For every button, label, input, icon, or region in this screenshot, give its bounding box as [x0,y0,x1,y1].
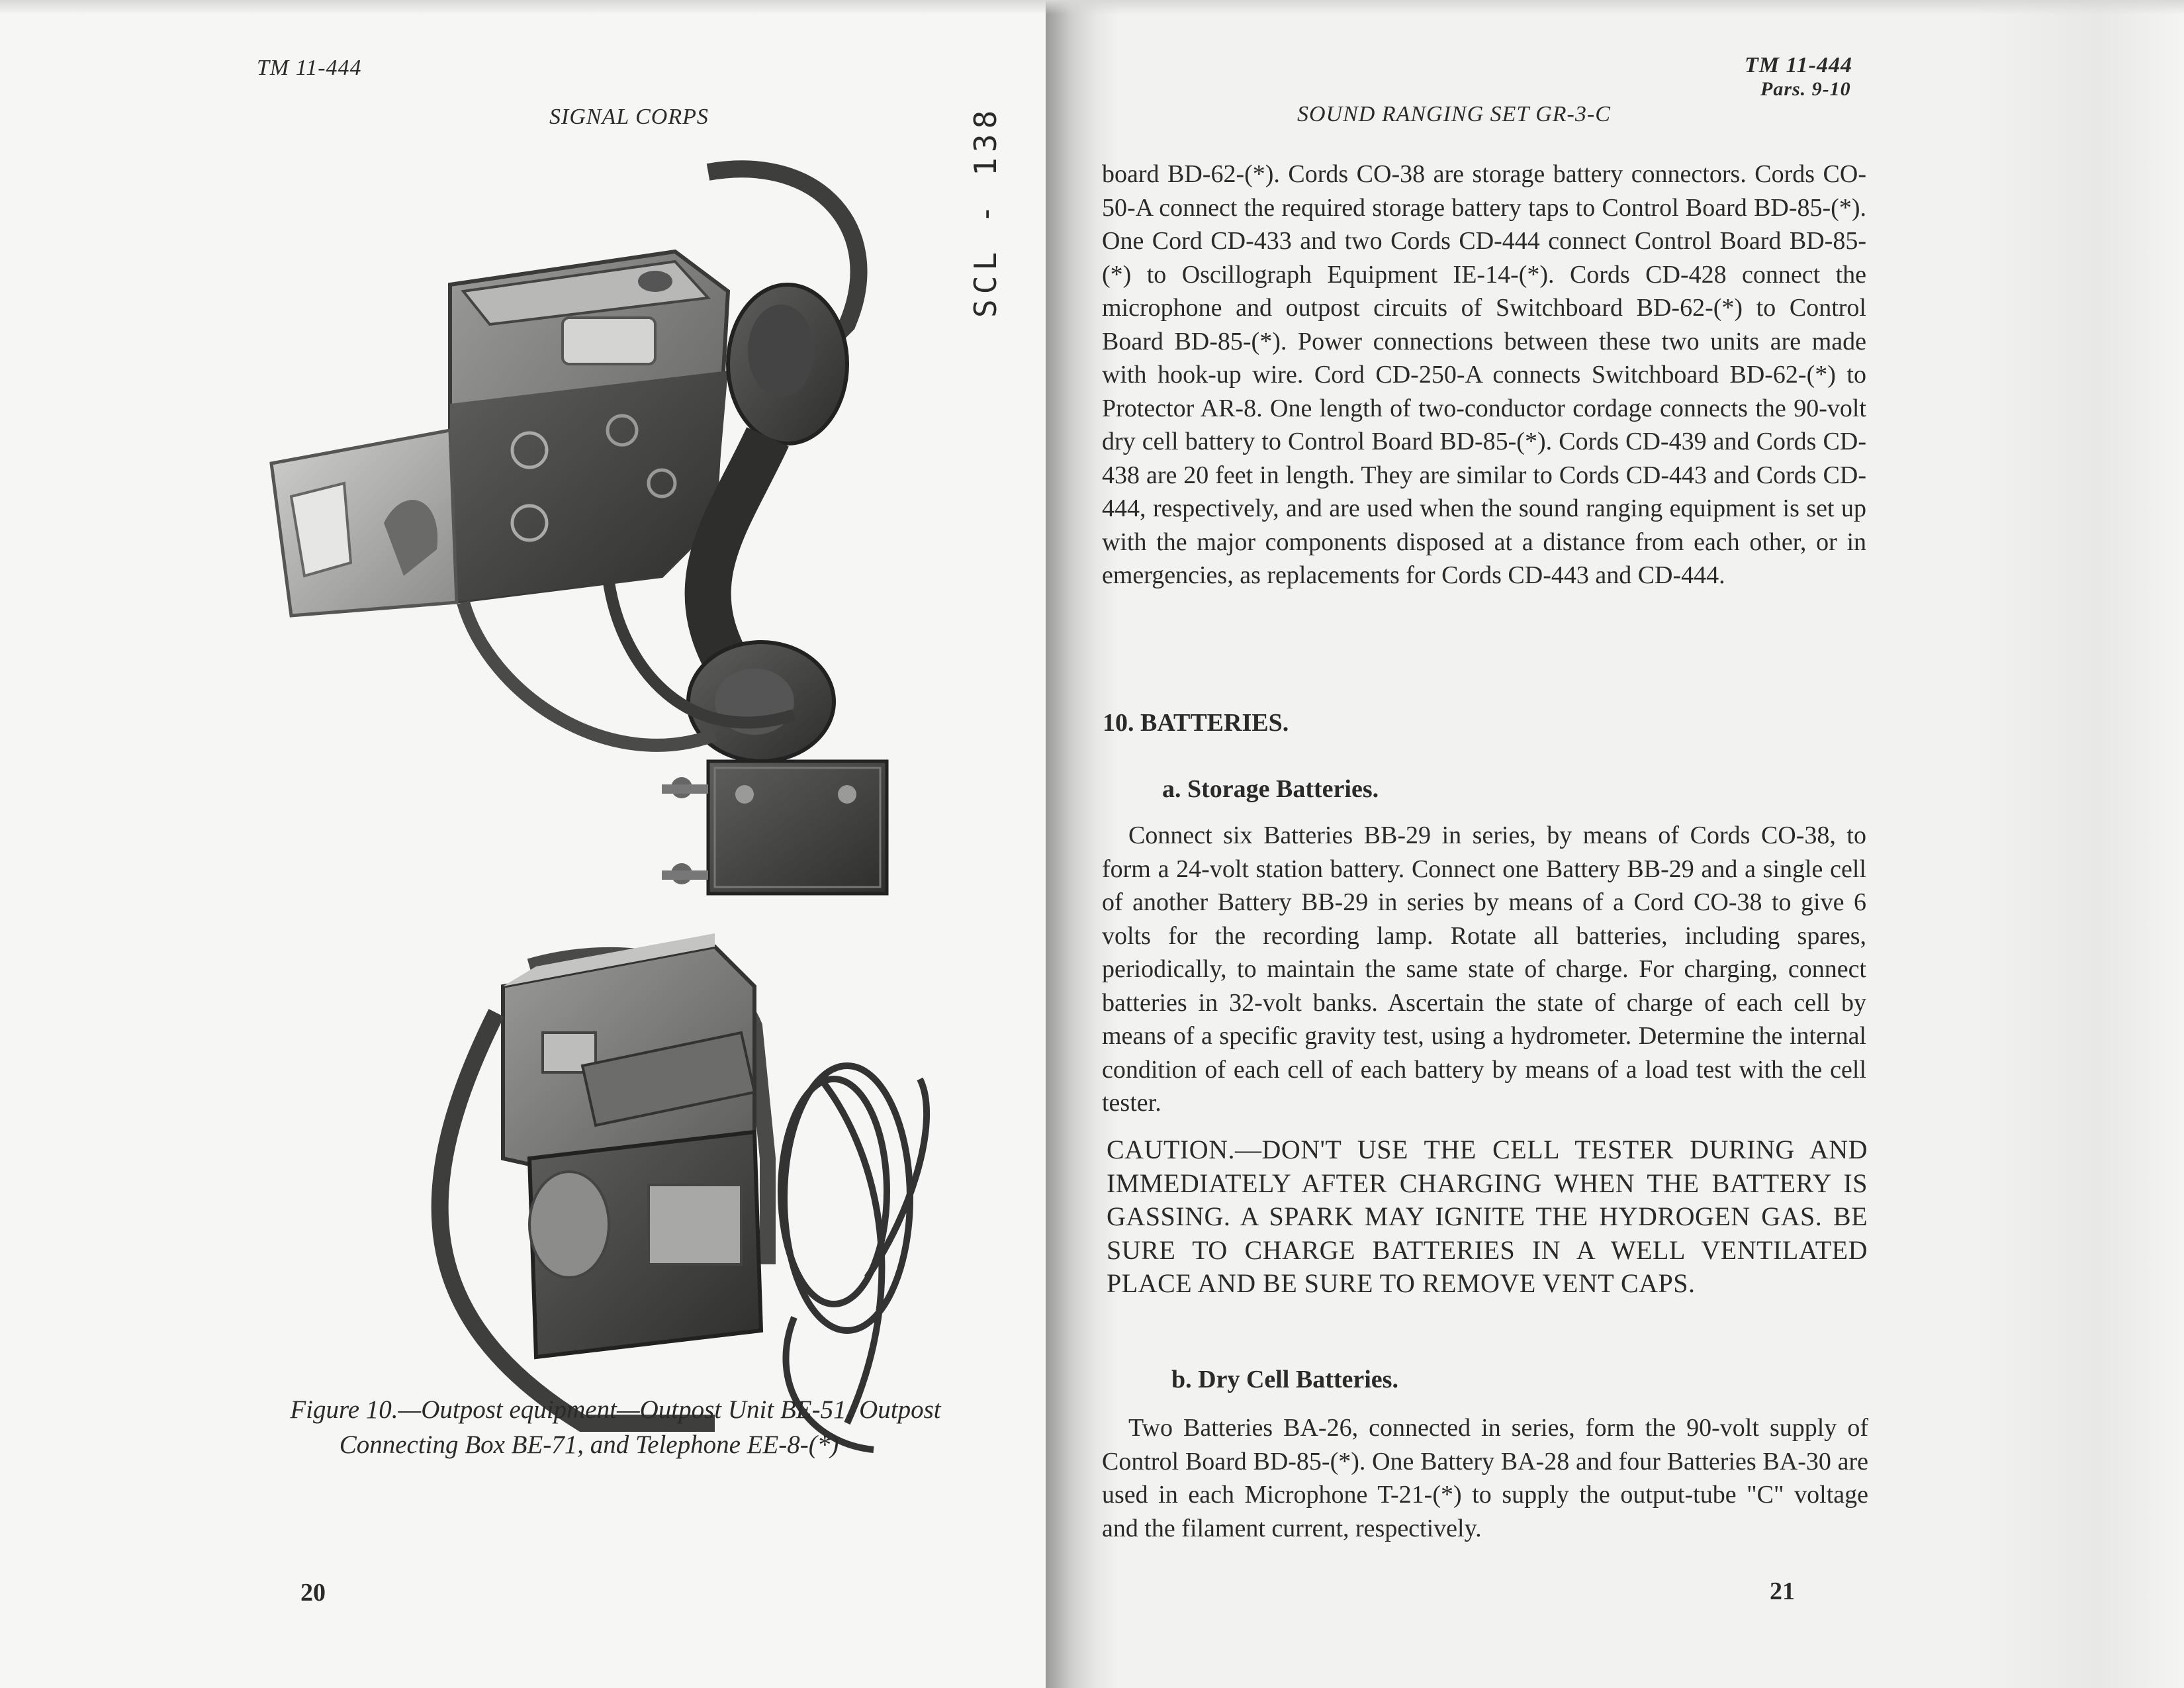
section-heading-batteries: 10. BATTERIES. [1103,709,1289,737]
right-header-paragraphs: Pars. 9-10 [1760,78,1851,100]
caution-notice: CAUTION.—DON'T USE THE CELL TESTER DURING AND IMMEDIATELY AFTER CHARGING WHEN THE BATTERY IS GASSING. A SPARK MAY IGNITE THE HYDROGEN GAS. BE SURE TO CHARGE BATTERIES IN A WELL VENTILATED PLACE AND BE SURE TO REMOVE VENT CAPS. [1107,1135,1868,1298]
page-edge-shading [1972,0,2184,1688]
left-header-manual-number: TM 11-444 [257,56,362,80]
subheading-storage-batteries: a. Storage Batteries. [1162,775,1379,803]
right-header-manual-number: TM 11-444 [1745,53,1852,77]
outpost-connecting-box-be71 [662,761,887,894]
left-page-number: 20 [300,1579,326,1607]
coiled-cords [781,1066,927,1450]
outpost-equipment-photo [251,152,966,1463]
right-page-number: 21 [1770,1577,1795,1605]
figure-caption-line1: Figure 10.—Outpost equipment—Outpost Unit BE-51, Outpost [290,1395,941,1424]
continued-paragraph: board BD-62-(*). Cords CO-38 are storage battery connectors. Cords CO-50-A connect the required storage battery taps to Control Board BD-85-(*). One Cord CD-433 and two Cords CD-444 connect Control Board BD-85-(*) to Oscillograph Equipment IE-14-(*). Cords CD-428 connect the microphone and outpost circuits of Switchboard BD-62-(*) to Control Board BD-85-(*). Power connections between these two units are made with hook-up wire. Cord CD-250-A connects Switchboard BD-62-(*) to Protector AR-8. One length of two-conductor cordage connects the 90-volt dry cell battery to Control Board BD-85-(*). Cords CD-439 and Cords CD-438 are 20 feet in length. They are similar to Cords CD-443 and Cords CD-444, respectively, and are used when the sound ranging equipment is set up with the major components disposed at a distance from each other, or in emergencies, as replacements for Cords CD-443 and CD-444. [1102,160,1866,589]
right-header-title: SOUND RANGING SET GR-3-C [1297,102,1611,126]
subheading-dry-cell-batteries: b. Dry Cell Batteries. [1171,1366,1398,1393]
scl-photo-label: SCL - 138 [968,105,1003,318]
figure-caption-line2: Connecting Box BE-71, and Telephone EE-8-(*) [339,1430,839,1459]
storage-batteries-paragraph: Connect six Batteries BB-29 in series, by means of Cords CO-38, to form a 24-volt station battery. Connect one Battery BB-29 and a single cell of another Battery BB-29 in series by means of a Cord CO-38 to give 6 volts for the recording lamp. Rotate all batteries, including spares, periodically, to maintain the same state of charge. For charging, connect batteries in 32-volt banks. Ascertain the state of charge of each cell by means of a specific gravity test, using a hydrometer. Determine the internal condition of each cell of each battery by means of a load test with the cell tester. [1102,821,1866,1117]
outpost-unit-be51 [440,933,768,1423]
dry-cell-batteries-paragraph: Two Batteries BA-26, connected in series, form the 90-volt supply of Control Board BD-85-(*). One Battery BA-28 and four Batteries BA-30 are used in each Microphone T-21-(*) to supply the output-tube "C" voltage and the filament current, respectively. [1102,1414,1868,1542]
top-edge-shadow [0,0,2184,15]
left-header-title: SIGNAL CORPS [549,105,709,129]
